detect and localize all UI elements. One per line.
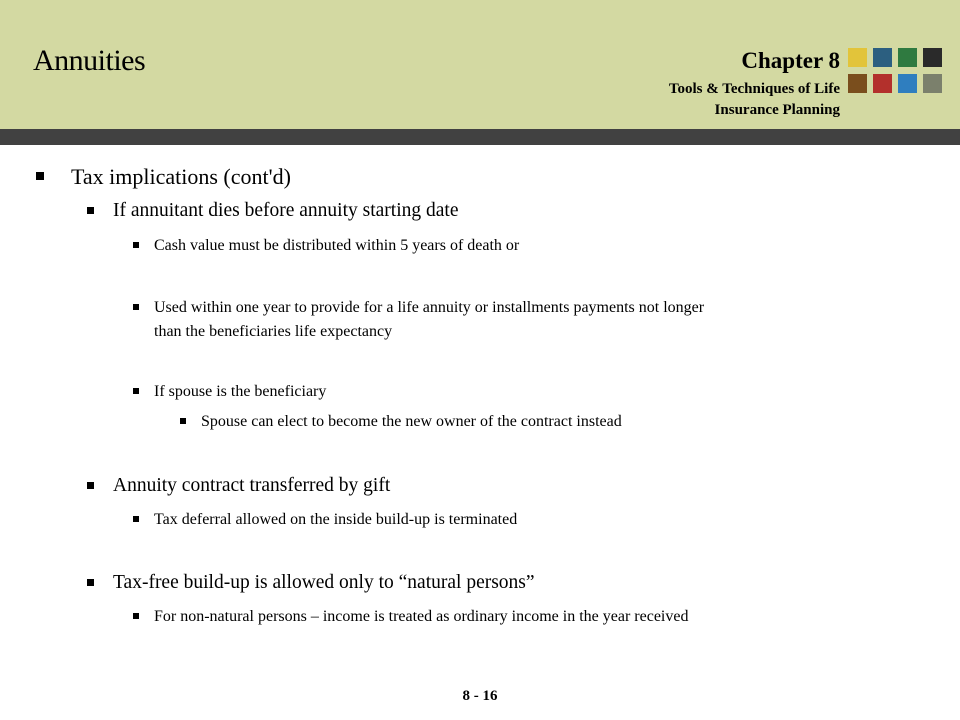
bullet-text xyxy=(154,296,704,344)
chapter-subtitle-line-1: Tools & Techniques of Life xyxy=(668,81,840,97)
bullet-level-4 xyxy=(180,410,622,434)
chapter-subtitle-line-2: Insurance Planning xyxy=(714,102,840,118)
square-bullet-icon xyxy=(133,242,139,248)
bullet-text: Tax implications (cont'd) xyxy=(71,164,291,189)
square-bullet-icon xyxy=(133,516,139,522)
square-bullet-icon xyxy=(87,207,94,214)
bullet-level-3 xyxy=(133,234,519,258)
chapter-label: Chapter 8 xyxy=(741,48,840,73)
square-bullet-icon xyxy=(133,613,139,619)
bullet-text: If spouse is the beneficiary xyxy=(154,383,327,400)
square-bullet-icon xyxy=(87,482,94,489)
bullet-text: If annuitant dies before annuity starting date xyxy=(113,200,459,221)
bullet-text: Annuity contract transferred by gift xyxy=(113,475,391,496)
bullet-level-2 xyxy=(87,572,535,594)
square-bullet-icon xyxy=(133,388,139,394)
bullet-level-3 xyxy=(133,605,688,629)
bullet-level-3 xyxy=(133,508,517,532)
bullet-level-1 xyxy=(36,164,291,190)
bullet-text: Tax deferral allowed on the inside build-up is terminated xyxy=(154,511,518,528)
page-number: 8 - 16 xyxy=(462,688,498,704)
bullet-text-line-2: than the beneficiaries life expectancy xyxy=(154,323,393,340)
square-bullet-icon xyxy=(133,304,139,310)
bullet-text: Tax-free build-up is allowed only to “natural persons” xyxy=(113,572,535,593)
bullet-text: Cash value must be distributed within 5 years of death or xyxy=(154,237,520,254)
square-bullet-icon xyxy=(36,172,44,180)
bullet-text-line-1: Used within one year to provide for a life annuity or installments payments not longer xyxy=(154,299,705,316)
bullet-level-2 xyxy=(87,475,390,497)
bullet-level-3 xyxy=(133,296,704,344)
slide-title: Annuities xyxy=(33,44,146,77)
bullet-text: Spouse can elect to become the new owner of the contract instead xyxy=(201,413,622,430)
bullet-level-3 xyxy=(133,380,326,404)
bullet-text: For non-natural persons – income is treated as ordinary income in the year received xyxy=(154,608,689,625)
square-bullet-icon xyxy=(87,579,94,586)
bullet-level-2 xyxy=(87,200,458,222)
square-bullet-icon xyxy=(180,418,186,424)
